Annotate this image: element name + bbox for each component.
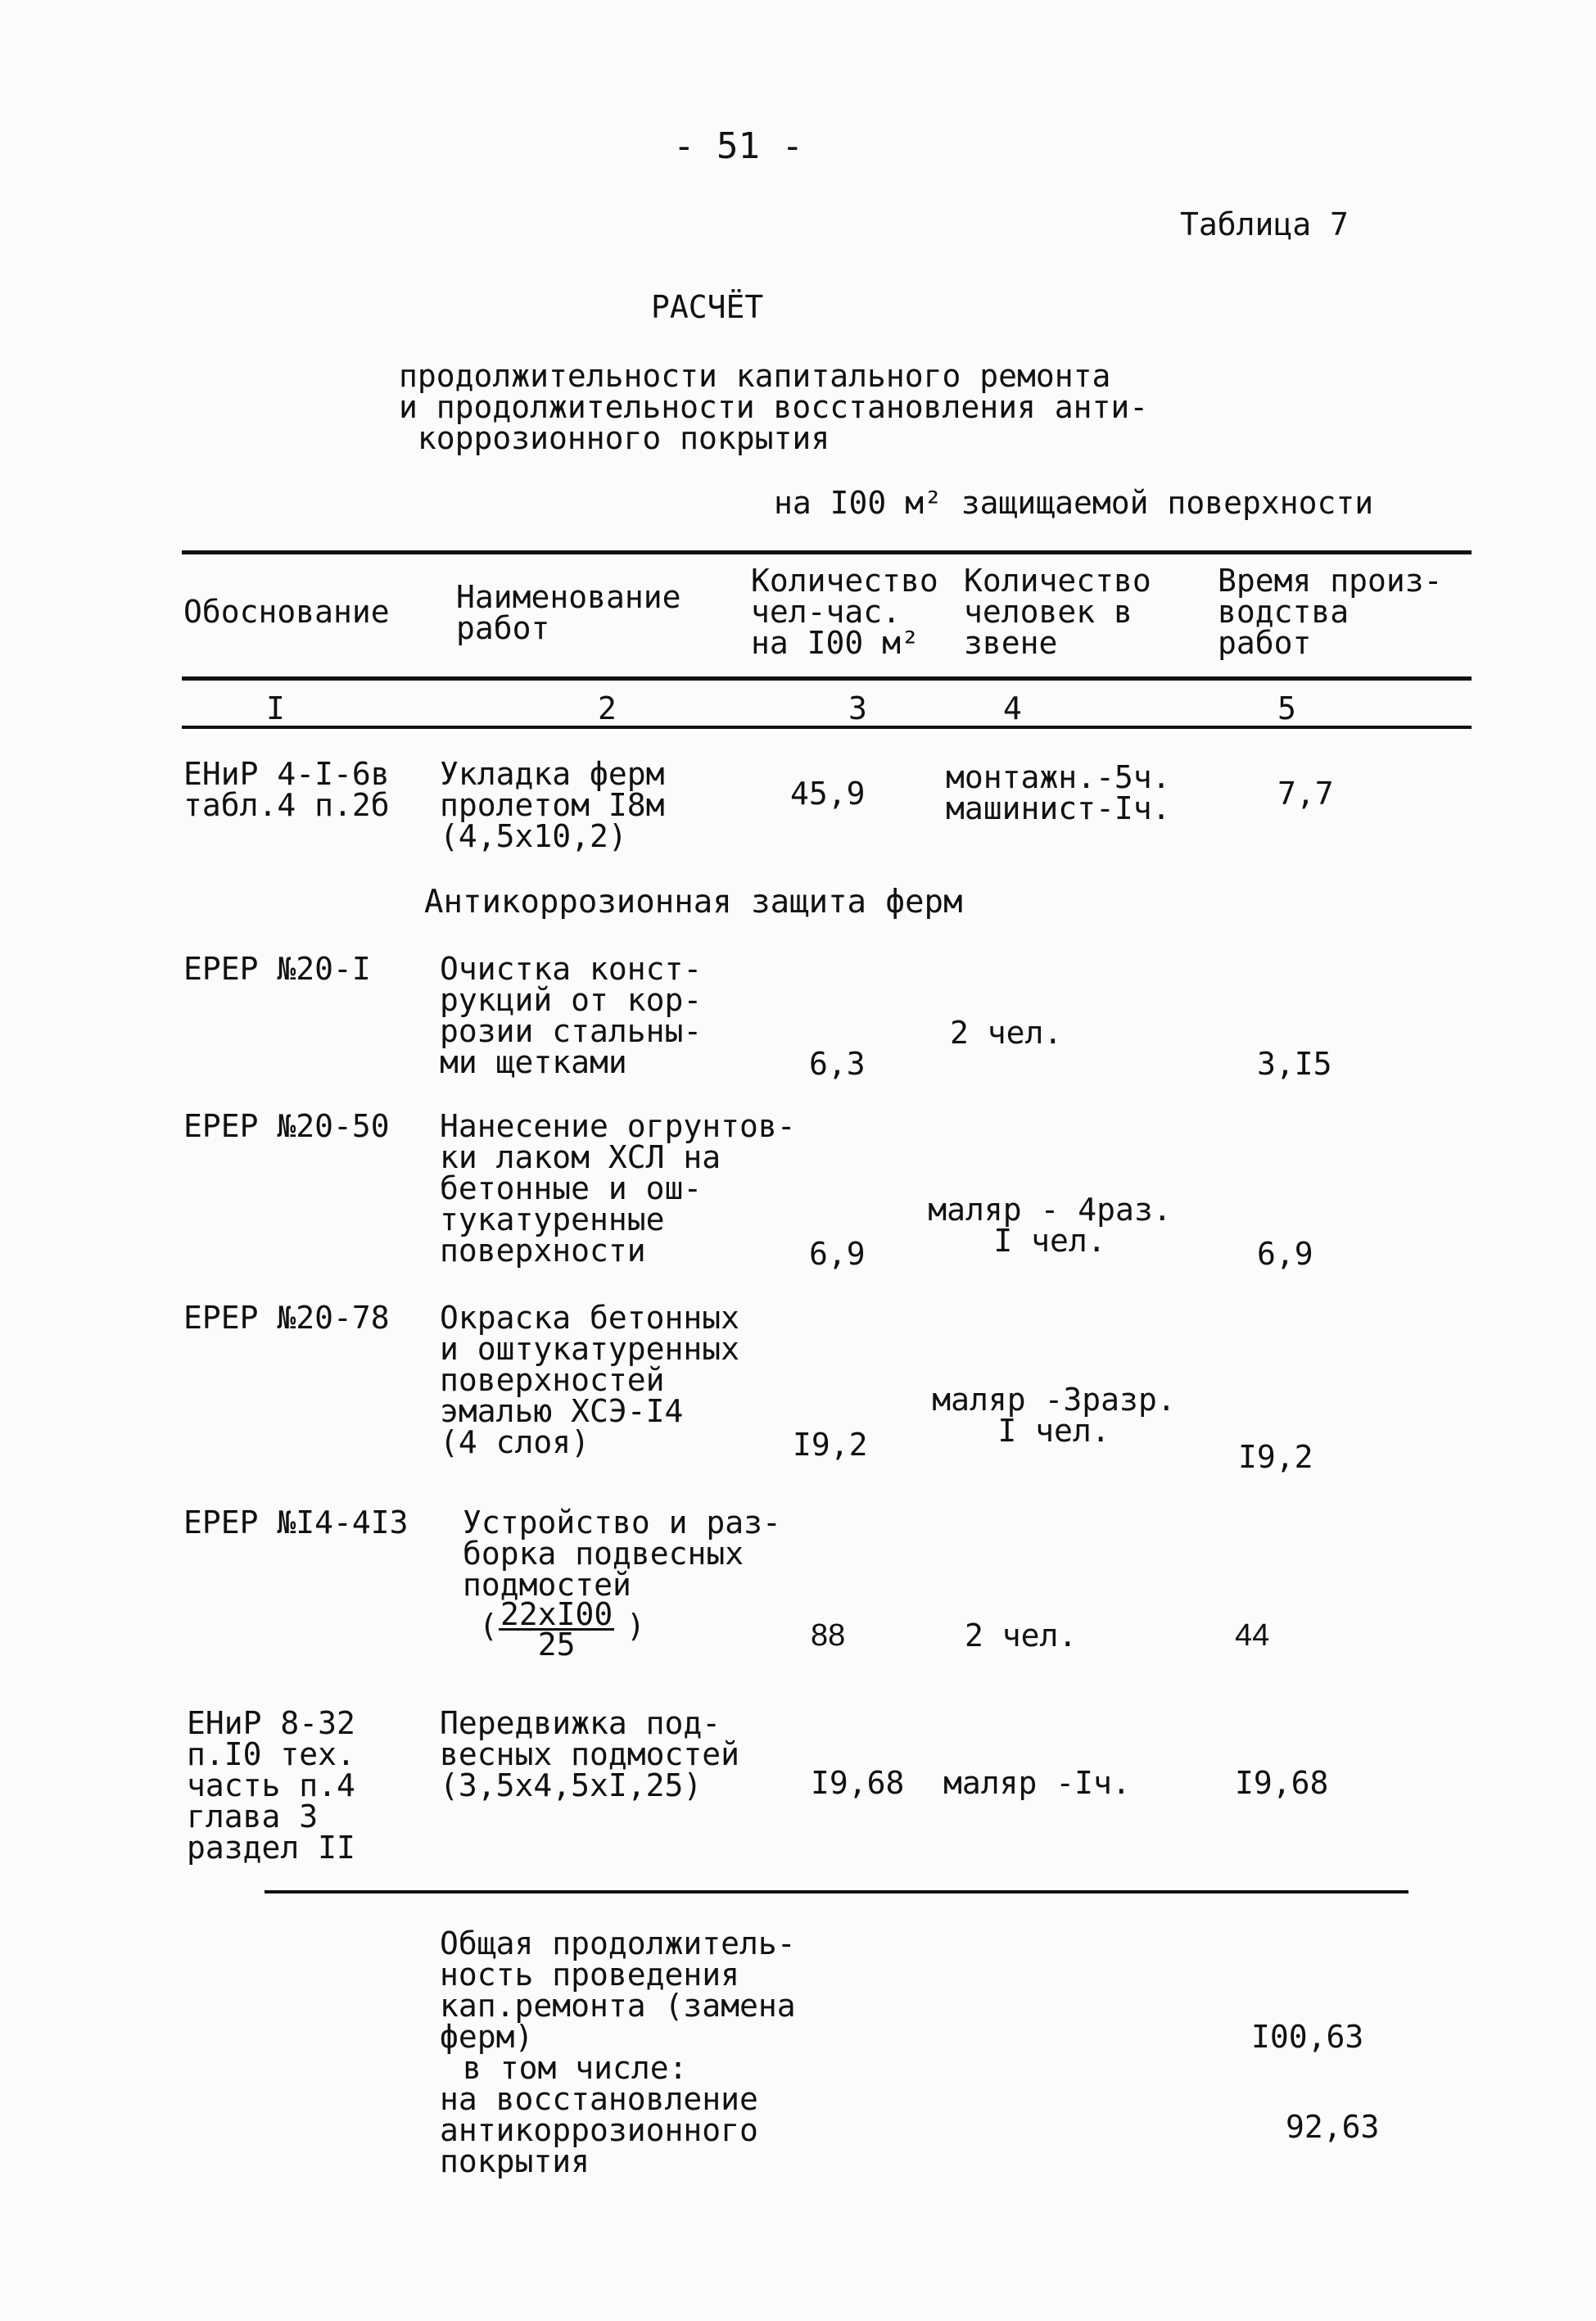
row-5-basis: ЕРЕР №I4-4I3 bbox=[183, 1504, 409, 1541]
header-bottom-rule bbox=[182, 676, 1472, 681]
column-header-basis: Обоснование bbox=[183, 594, 390, 630]
column-header-time: Время произ- водства работ bbox=[1218, 563, 1443, 661]
row-4-crew: маляр -3разр. I чел. bbox=[932, 1382, 1176, 1449]
row-3-work: Нанесение огрунтов- ки лаком ХСЛ на бетонные и ош- тукатуренные поверхности bbox=[440, 1108, 796, 1269]
table-bottom-rule bbox=[264, 1890, 1408, 1893]
row-1-hours: 45,9 bbox=[790, 776, 866, 812]
row-5-fraction-denominator: 25 bbox=[537, 1627, 576, 1663]
column-number-2: 2 bbox=[598, 690, 617, 726]
unit-note: на I00 м² защищаемой поверхности bbox=[774, 485, 1374, 521]
row-6-hours: I9,68 bbox=[811, 1765, 905, 1801]
row-1-crew: монтажн.-5ч. машинист-Iч. bbox=[946, 759, 1171, 826]
column-number-1: I bbox=[266, 690, 285, 726]
section-heading: Антикоррозионная защита ферм bbox=[424, 884, 963, 921]
row-2-basis: ЕРЕР №20-I bbox=[183, 951, 371, 987]
row-2-hours: 6,3 bbox=[809, 1046, 866, 1082]
row-2-time: 3,I5 bbox=[1257, 1046, 1332, 1082]
subtitle-line-1: продолжительности капитального ремонта bbox=[399, 358, 1111, 394]
row-6-work: Передвижка под- весных подмостей (3,5х4,5хI,25) bbox=[440, 1705, 740, 1803]
row-5-time: 44 bbox=[1235, 1618, 1270, 1653]
column-number-5: 5 bbox=[1277, 690, 1296, 726]
total-value: I00,63 bbox=[1251, 2019, 1364, 2055]
row-1-time: 7,7 bbox=[1277, 776, 1334, 812]
subtitle-line-2: и продолжительности восстановления анти- bbox=[399, 389, 1149, 425]
page-title: РАСЧЁТ bbox=[651, 289, 764, 325]
total-sub-value: 92,63 bbox=[1286, 2109, 1380, 2145]
row-4-hours: I9,2 bbox=[793, 1427, 868, 1463]
row-4-work: Окраска бетонных и оштукатуренных поверхностей эмалью ХСЭ-I4 (4 слоя) bbox=[440, 1300, 740, 1460]
total-label: Общая продолжитель- ность проведения кап.ремонта (замена ферм) bbox=[440, 1925, 796, 2055]
row-6-time: I9,68 bbox=[1235, 1765, 1329, 1801]
table-label: Таблица 7 bbox=[1180, 206, 1349, 242]
total-sub-intro: в том числе: bbox=[463, 2050, 688, 2086]
row-5-work: Устройство и раз- борка подвесных подмостей bbox=[463, 1504, 781, 1603]
row-3-crew: маляр - 4раз. I чел. bbox=[928, 1192, 1172, 1259]
row-6-basis: ЕНиР 8-32 п.I0 тех. часть п.4 глава 3 раздел II bbox=[187, 1705, 355, 1866]
numbers-bottom-rule bbox=[182, 726, 1472, 729]
column-header-hours: Количество чел-час. на I00 м² bbox=[751, 563, 938, 661]
column-number-3: 3 bbox=[848, 690, 867, 726]
row-5-crew: 2 чел. bbox=[965, 1617, 1078, 1654]
row-4-basis: ЕРЕР №20-78 bbox=[183, 1300, 390, 1336]
row-1-basis: ЕНиР 4-I-6в табл.4 п.2б bbox=[183, 756, 390, 823]
column-header-crew: Количество человек в звене bbox=[964, 563, 1151, 661]
row-5-fraction-numerator: 22хI00 bbox=[500, 1596, 613, 1632]
row-1-work: Укладка ферм пролетом I8м (4,5х10,2) bbox=[440, 756, 665, 854]
row-5-hours: 88 bbox=[811, 1618, 846, 1653]
row-2-crew: 2 чел. bbox=[950, 1015, 1063, 1051]
column-number-4: 4 bbox=[1003, 690, 1022, 726]
row-3-hours: 6,9 bbox=[809, 1236, 866, 1272]
table-top-rule bbox=[182, 550, 1472, 554]
page-number: - 51 - bbox=[673, 125, 803, 167]
row-3-basis: ЕРЕР №20-50 bbox=[183, 1108, 390, 1144]
column-header-work: Наименование работ bbox=[456, 579, 681, 646]
total-sub-label: на восстановление антикоррозионного покрытия bbox=[440, 2081, 758, 2179]
row-2-work: Очистка конст- рукций от кор- розии стальны- ми щетками bbox=[440, 951, 703, 1080]
row-4-time: I9,2 bbox=[1238, 1439, 1313, 1475]
row-3-time: 6,9 bbox=[1257, 1236, 1313, 1272]
row-6-crew: маляр -Iч. bbox=[943, 1765, 1131, 1801]
subtitle-line-3: коррозионного покрытия bbox=[399, 420, 830, 456]
